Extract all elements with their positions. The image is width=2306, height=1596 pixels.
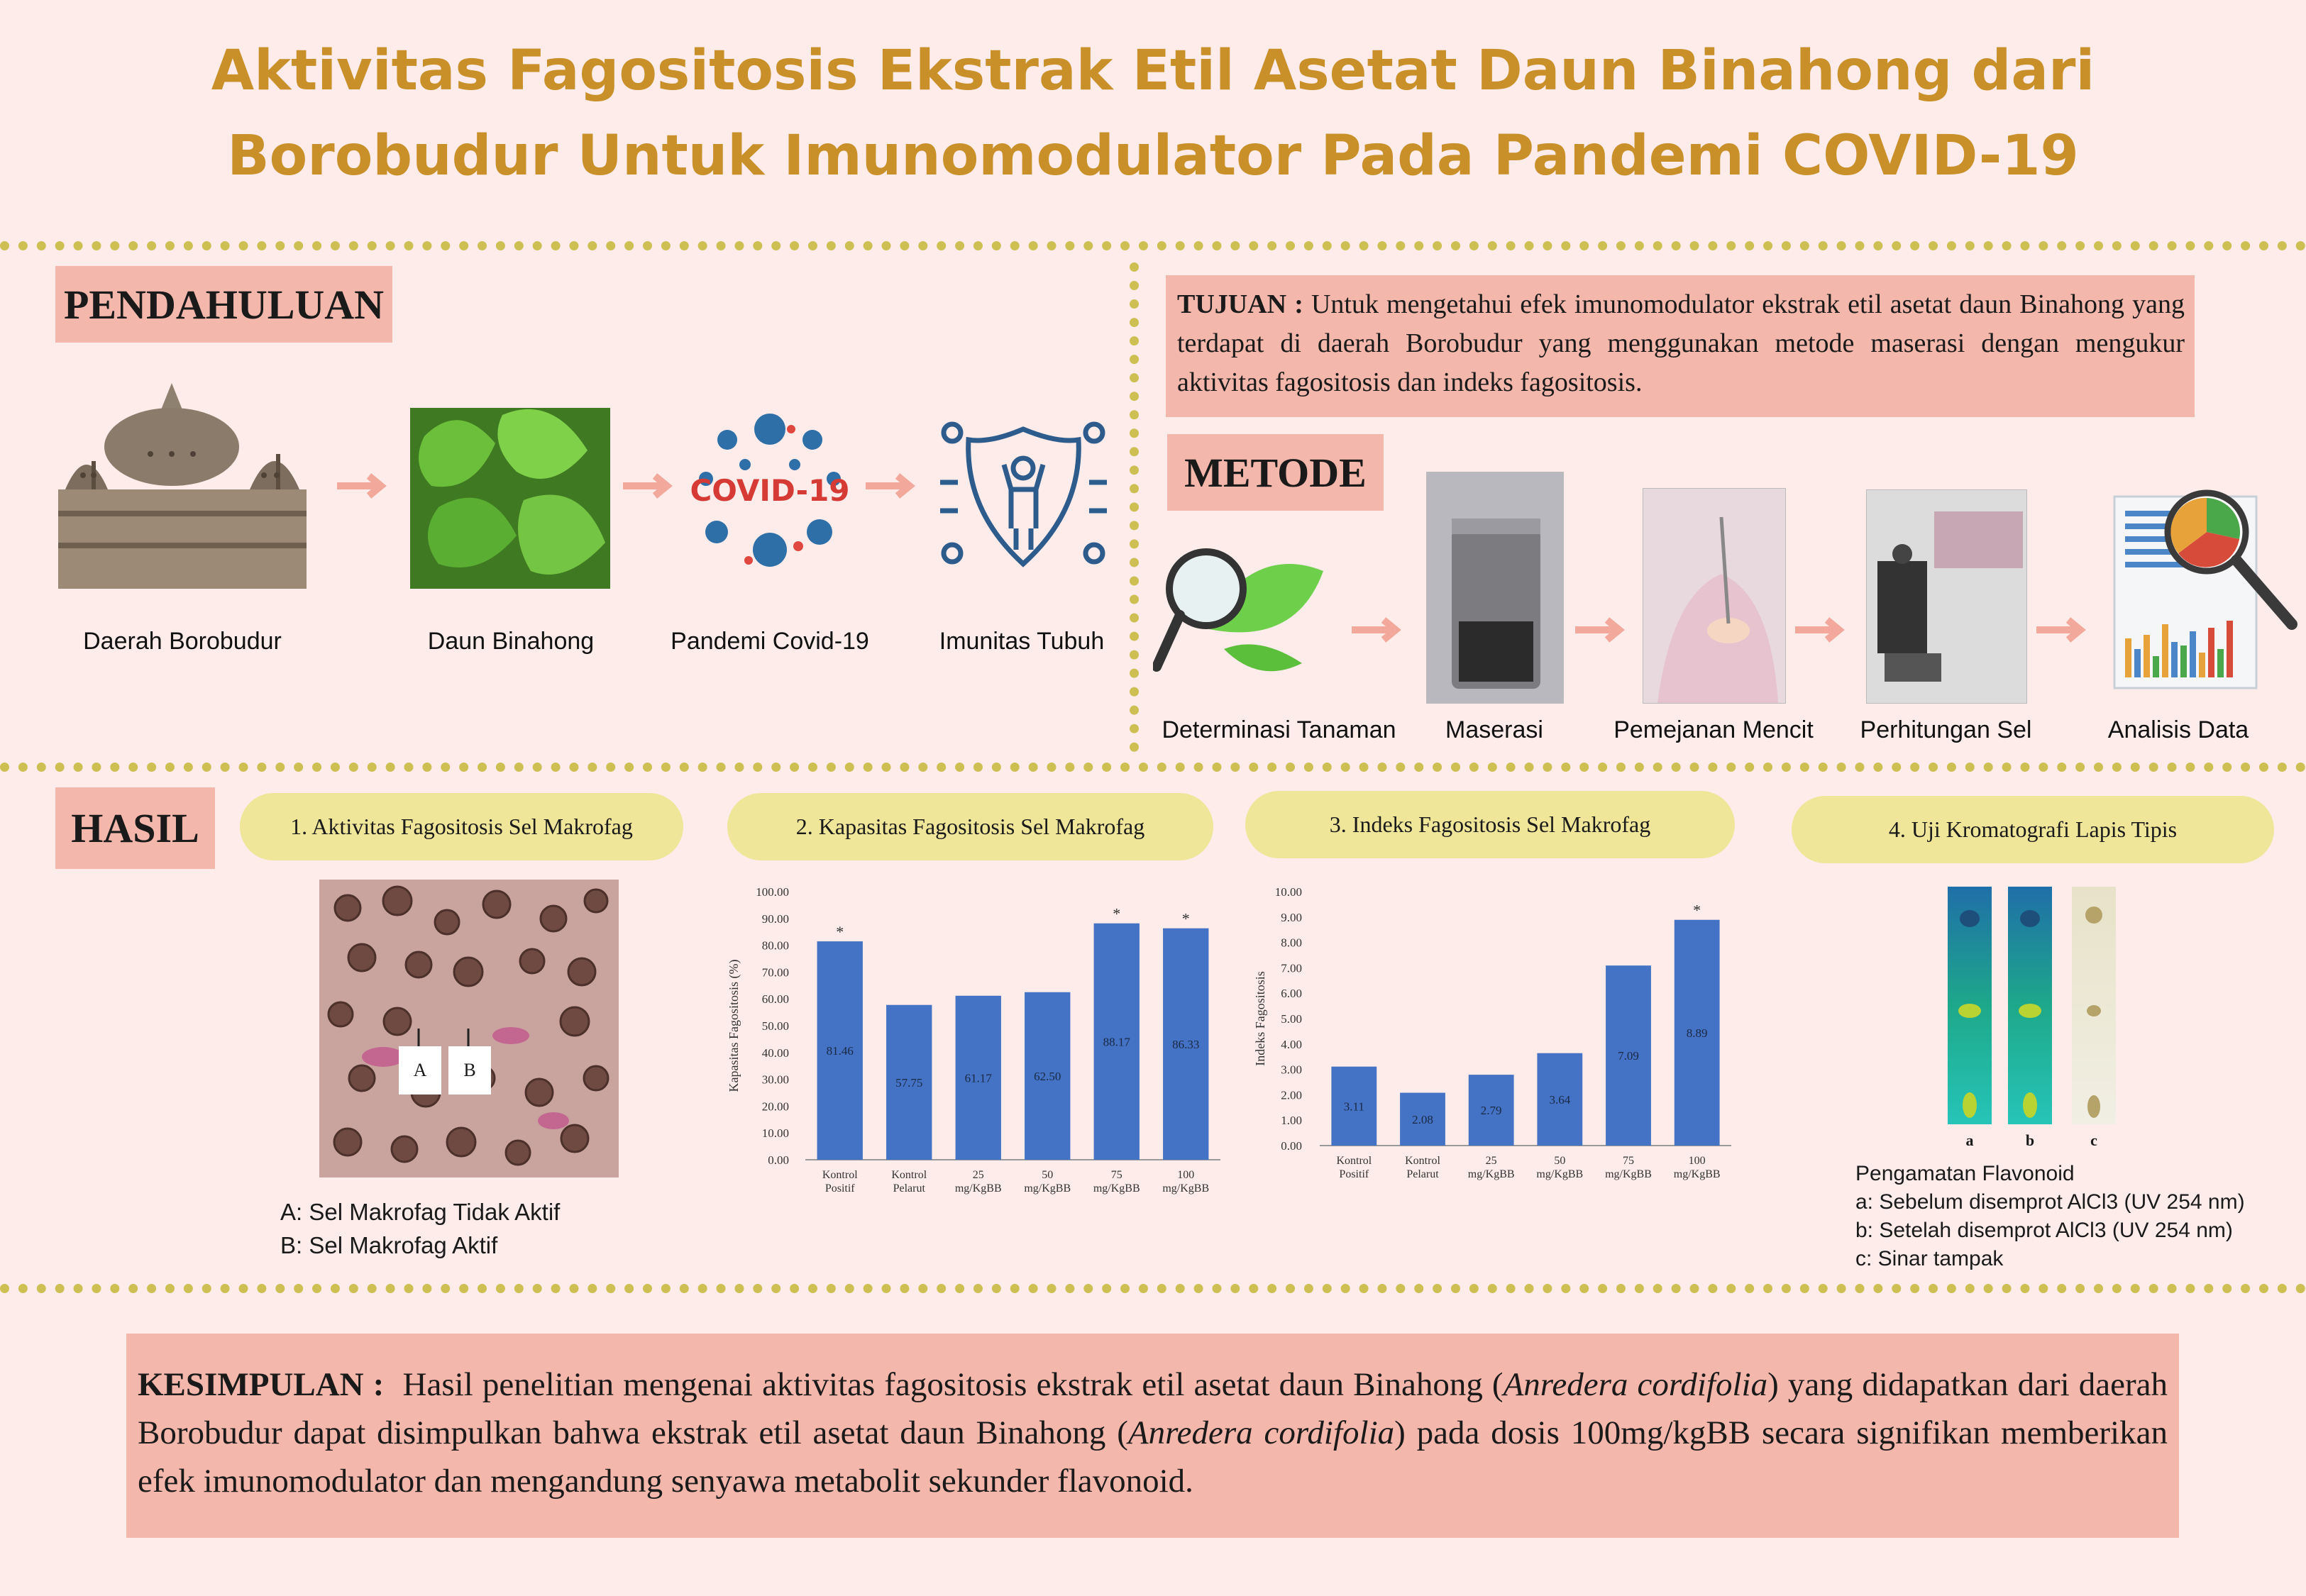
tujuan-box — [1166, 275, 2195, 417]
tujuan-text: Untuk mengetahui efek imunomodulator ekstrak etil asetat daun Binahong yang terdapat di daerah Borobudur yang menggunakan metode maserasi dengan mengukur aktivitas fagositosis dan indeks fagositosis. — [1177, 289, 2185, 397]
y-axis-label: Kapasitas Fagositosis (%) — [727, 959, 741, 1092]
pemejanan-label: Pemejanan Mencit — [1613, 716, 1814, 743]
y-tick-label: 6.00 — [1281, 987, 1302, 1001]
y-tick-label: 50.00 — [761, 1019, 789, 1033]
x-tick-label: 75 mg/KgBB — [1605, 1155, 1652, 1180]
bar-value-label: 2.08 — [1412, 1112, 1433, 1126]
poster-title — [0, 28, 2306, 199]
hasil-heading: HASIL — [55, 787, 215, 869]
determinasi-label: Determinasi Tanaman — [1162, 716, 1396, 743]
pemejanan-photo — [1643, 488, 1786, 704]
analisis-label: Analisis Data — [2107, 716, 2249, 743]
y-tick-label: 3.00 — [1281, 1063, 1302, 1077]
maserasi-photo — [1426, 472, 1564, 704]
y-tick-label: 90.00 — [761, 911, 789, 926]
y-axis-label: Indeks Fagositosis — [1253, 971, 1267, 1066]
y-tick-label: 40.00 — [761, 1046, 789, 1060]
kesimpulan-label: KESIMPULAN : — [138, 1366, 385, 1403]
kesimpulan-box — [126, 1334, 2179, 1538]
hasil-pill-1: 1. Aktivitas Fagositosis Sel Makrofag — [240, 793, 683, 860]
covid-label: Pandemi Covid-19 — [671, 628, 869, 655]
marker-b: B — [448, 1046, 491, 1095]
bar-value-label: 8.89 — [1686, 1026, 1708, 1040]
arrow-right-icon — [2036, 616, 2093, 644]
bar-value-label: 7.09 — [1618, 1049, 1639, 1063]
immunity-shield-icon — [937, 411, 1110, 582]
chart-kapasitas — [717, 876, 1228, 1213]
metode-heading: METODE — [1167, 434, 1384, 511]
bar-value-label: 61.17 — [964, 1071, 992, 1085]
x-tick-label: 25 mg/KgBB — [954, 1169, 1002, 1195]
y-tick-label: 1.00 — [1281, 1114, 1302, 1128]
y-tick-label: 7.00 — [1281, 961, 1302, 975]
divider-middle — [0, 763, 2306, 772]
macrophage-micrograph — [319, 880, 619, 1177]
binahong-label: Daun Binahong — [427, 628, 595, 655]
tujuan-label: TUJUAN : — [1177, 289, 1303, 319]
micro-legend-a: A: Sel Makrofag Tidak Aktif — [280, 1199, 561, 1225]
significance-marker: * — [836, 923, 844, 941]
tlc-lane-b: b — [2025, 1131, 2035, 1149]
y-tick-label: 9.00 — [1281, 910, 1302, 924]
arrow-right-icon — [1575, 616, 1632, 644]
y-tick-label: 10.00 — [761, 1126, 789, 1141]
chart-indeks — [1249, 876, 1738, 1213]
title-line-1: Aktivitas Fagositosis Ekstrak Etil Asetat Daun Binahong dari — [211, 39, 2095, 103]
divider-bottom — [0, 1284, 2306, 1293]
arrow-right-icon — [337, 472, 394, 500]
y-tick-label: 5.00 — [1281, 1012, 1302, 1026]
x-tick-label: 100 mg/KgBB — [1162, 1169, 1210, 1195]
x-tick-label: 50 mg/KgBB — [1024, 1169, 1071, 1195]
divider-top — [0, 241, 2306, 250]
perhitungan-photo — [1866, 489, 2027, 704]
x-tick-label: Kontrol Pelarut — [891, 1169, 927, 1195]
hasil-pill-3: 3. Indeks Fagositosis Sel Makrofag — [1245, 791, 1735, 858]
kesimpulan-species-2: Anredera cordifolia — [1127, 1414, 1395, 1451]
significance-marker: * — [1181, 909, 1190, 928]
tlc-legend — [1855, 1160, 2245, 1273]
kesimpulan-species-1: Anredera cordifolia — [1503, 1366, 1768, 1403]
x-tick-label: Kontrol Pelarut — [1405, 1155, 1440, 1180]
borobudur-label: Daerah Borobudur — [83, 628, 282, 655]
covid-virus-icon — [685, 408, 855, 578]
x-tick-label: Kontrol Positif — [1336, 1155, 1372, 1180]
determinasi-image — [1153, 528, 1330, 692]
hasil-pill-2: 2. Kapasitas Fagositosis Sel Makrofag — [727, 793, 1213, 860]
covid-logo-text: COVID-19 — [690, 473, 850, 508]
y-tick-label: 0.00 — [1281, 1139, 1302, 1153]
y-tick-label: 100.00 — [756, 885, 789, 899]
borobudur-image — [51, 369, 314, 589]
y-tick-label: 60.00 — [761, 992, 789, 1007]
y-tick-label: 80.00 — [761, 938, 789, 953]
immunity-label: Imunitas Tubuh — [939, 628, 1105, 655]
tlc-plates — [1948, 887, 2122, 1149]
bar-value-label: 86.33 — [1172, 1037, 1200, 1051]
arrow-right-icon — [1352, 616, 1408, 644]
bar-value-label: 81.46 — [826, 1044, 854, 1058]
hasil-pill-4: 4. Uji Kromatografi Lapis Tipis — [1792, 796, 2274, 863]
perhitungan-label: Perhitungan Sel — [1860, 716, 2032, 743]
significance-marker: * — [1693, 901, 1701, 919]
bar-value-label: 3.11 — [1343, 1099, 1364, 1114]
pendahuluan-heading: PENDAHULUAN — [55, 266, 392, 343]
tlc-legend-b: b: Setelah disemprot AlCl3 (UV 254 nm) — [1855, 1219, 2233, 1242]
y-tick-label: 2.00 — [1281, 1088, 1302, 1102]
y-tick-label: 10.00 — [1274, 885, 1302, 899]
x-tick-label: 50 mg/KgBB — [1536, 1155, 1584, 1180]
binahong-leaves-image — [410, 408, 610, 589]
bar-value-label: 62.50 — [1034, 1069, 1061, 1083]
maserasi-label: Maserasi — [1445, 716, 1543, 743]
kesimpulan-text-3: ) pada dosis 100mg/kgBB secara signifikan memberikan efek imunomodulator dan mengandung senyawa metabolit sekunder flavonoid. — [138, 1414, 2168, 1500]
tlc-legend-a: a: Sebelum disemprot AlCl3 (UV 254 nm) — [1855, 1190, 2245, 1214]
marker-a: A — [399, 1046, 441, 1095]
divider-vertical — [1130, 262, 1139, 752]
arrow-right-icon — [623, 472, 680, 500]
tlc-lane-c: c — [2090, 1131, 2097, 1149]
y-tick-label: 8.00 — [1281, 936, 1302, 950]
x-tick-label: Kontrol Positif — [822, 1169, 858, 1195]
y-tick-label: 4.00 — [1281, 1037, 1302, 1051]
x-tick-label: 100 mg/KgBB — [1673, 1155, 1721, 1180]
tlc-lane-a: a — [1965, 1131, 1974, 1149]
title-line-2: Borobudur Untuk Imunomodulator Pada Pandemi COVID-19 — [227, 124, 2079, 188]
y-tick-label: 30.00 — [761, 1073, 789, 1087]
x-tick-label: 25 mg/KgBB — [1467, 1155, 1515, 1180]
y-tick-label: 20.00 — [761, 1099, 789, 1114]
y-tick-label: 0.00 — [768, 1153, 789, 1167]
significance-marker: * — [1113, 904, 1121, 923]
analisis-data-icon — [2107, 482, 2306, 699]
tlc-legend-c: c: Sinar tampak — [1855, 1247, 2004, 1270]
y-tick-label: 70.00 — [761, 965, 789, 980]
arrow-right-icon — [866, 472, 922, 500]
arrow-right-icon — [1795, 616, 1852, 644]
micro-legend-b: B: Sel Makrofag Aktif — [280, 1232, 498, 1258]
bar-value-label: 57.75 — [895, 1075, 923, 1090]
bar-value-label: 88.17 — [1103, 1035, 1130, 1049]
tlc-legend-title: Pengamatan Flavonoid — [1855, 1162, 2075, 1185]
kesimpulan-text-2: ) yang didapatkan dari daerah Borobudur dapat disimpulkan bahwa ekstrak etil asetat daun Binahong ( — [138, 1366, 2168, 1451]
bar-value-label: 2.79 — [1480, 1104, 1502, 1118]
bar-value-label: 3.64 — [1549, 1092, 1571, 1107]
x-tick-label: 75 mg/KgBB — [1093, 1169, 1140, 1195]
kesimpulan-text-1: Hasil penelitian mengenai aktivitas fagositosis ekstrak etil asetat daun Binahong ( — [402, 1366, 1504, 1403]
